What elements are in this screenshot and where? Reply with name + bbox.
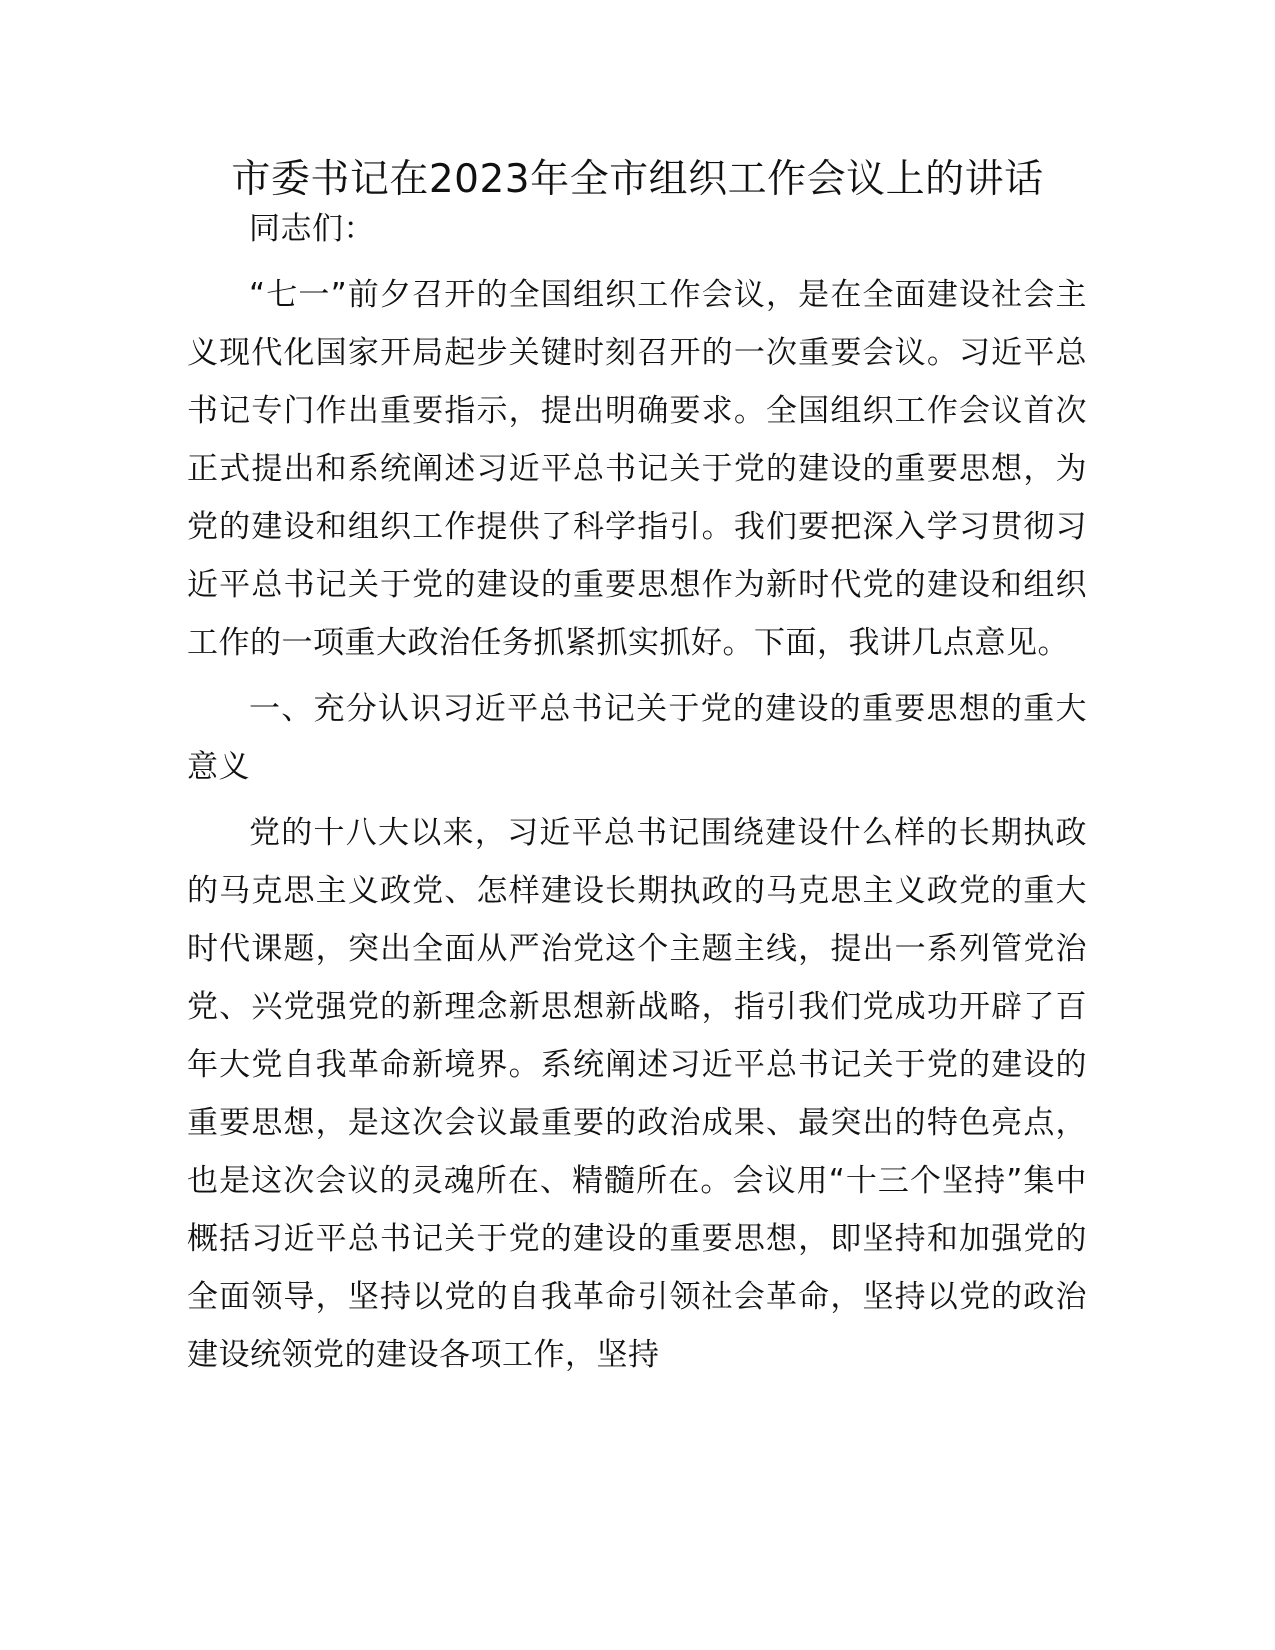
paragraph-intro: “七一”前夕召开的全国组织工作会议，是在全面建设社会主义现代化国家开局起步关键时刻召开的一次重要会议。习近平总书记专门作出重要指示，提出明确要求。全国组织工作会议首次正式提出和系统阐述习近平总书记关于党的建设的重要思想，为党的建设和组织工作提供了科学指引。我们要把深入学习贯彻习近平总书记关于党的建设的重要思想作为新时代党的建设和组织工作的一项重大政治任务抓紧抓实抓好。下面，我讲几点意见。: [187, 277, 1087, 661]
paragraph-section-1: 党的十八大以来，习近平总书记围绕建设什么样的长期执政的马克思主义政党、怎样建设长期执政的马克思主义政党的重大时代课题，突出全面从严治党这个主题主线，提出一系列管党治党、兴党强党的新理念新思想新战略，指引我们党成功开辟了百年大党自我革命新境界。系统阐述习近平总书记关于党的建设的重要思想，是这次会议最重要的政治成果、最突出的特色亮点，也是这次会议的灵魂所在、精髓所在。会议用“十三个坚持”集中概括习近平总书记关于党的建设的重要思想，即坚持和加强党的全面领导，坚持以党的自我革命引领社会革命，坚持以党的政治建设统领党的建设各项工作，坚持: [187, 815, 1087, 1373]
salutation: 同志们：: [249, 211, 375, 247]
document-title: 市委书记在2023年全市组织工作会议上的讲话: [231, 157, 1044, 202]
document-body: [187, 200, 1087, 1392]
section-heading-1: 一、充分认识习近平总书记关于党的建设的重要思想的重大意义: [187, 691, 1087, 785]
